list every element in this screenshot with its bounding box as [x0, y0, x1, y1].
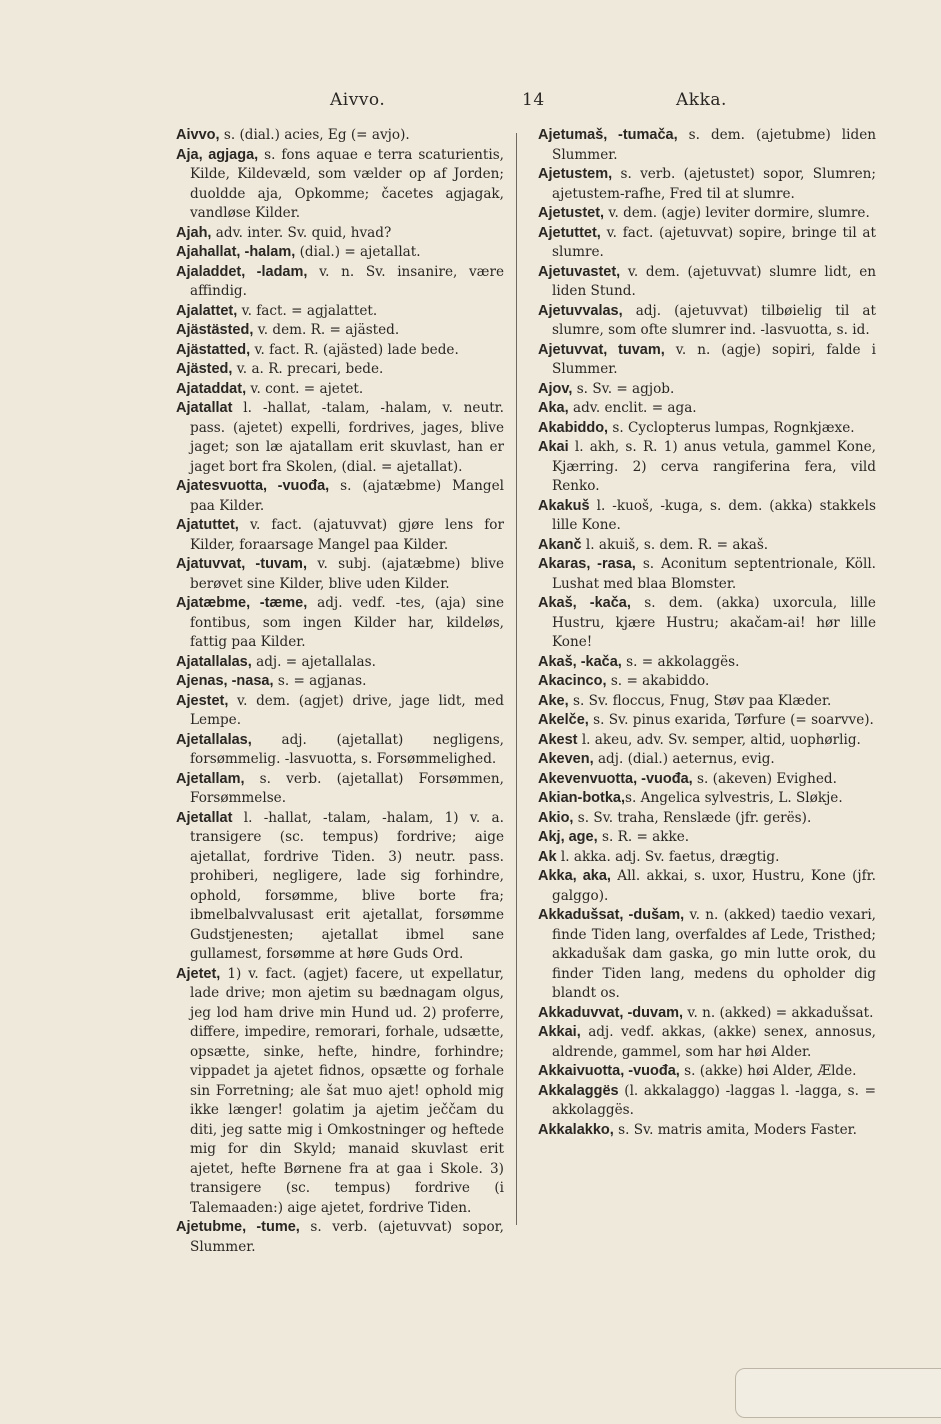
entry-headword: Akaš, -kača, — [538, 595, 631, 611]
entry-headword: Ajästästed, — [176, 322, 254, 338]
entry-headword: Ajenas, -nasa, — [176, 673, 274, 689]
entry-definition: v. dem. (agjet) drive, jage lidt, med Lempe. — [190, 692, 504, 728]
entry-definition: s. (akke) høi Alder, Ælde. — [679, 1063, 857, 1079]
entry-definition: adj. (ajetallat) negligens, forsømmelig. -lasvuotta, s. Forsømmelighed. — [190, 731, 504, 767]
dictionary-entry — [538, 438, 876, 497]
dictionary-entry — [176, 692, 504, 731]
dictionary-entry — [538, 1121, 876, 1141]
entry-definition: v. fact. = agjalattet. — [237, 302, 378, 319]
entry-definition: v. n. (akked) = akkadušsat. — [683, 1004, 874, 1021]
entry-headword: Akest — [538, 731, 578, 748]
dictionary-entry — [538, 594, 876, 653]
entry-headword: Ajetallam, — [176, 770, 245, 787]
entry-headword: Ake, — [538, 692, 569, 709]
header-right-word: Akka. — [676, 90, 727, 110]
entry-headword: Ajetumaš, -tumača, — [538, 127, 678, 143]
dictionary-entry — [538, 419, 876, 439]
dictionary-entry — [538, 1062, 876, 1082]
dictionary-entry — [176, 302, 504, 322]
entry-headword: Ak — [538, 848, 557, 865]
entry-headword: Ajetallat — [176, 809, 233, 826]
entry-headword: Akkalakko, — [538, 1121, 614, 1138]
dictionary-entry — [176, 341, 504, 361]
entry-definition: l. -kuoš, -kuga, s. dem. (akka) stakkels lille Kone. — [552, 497, 876, 533]
entry-definition: s. Sv. matris amita, Moders Faster. — [613, 1121, 857, 1138]
entry-headword: Ajaladdet, -ladam, — [176, 263, 308, 280]
dictionary-entry — [538, 399, 876, 419]
entry-definition: l. akeu, adv. Sv. semper, altid, uophørlig. — [577, 731, 861, 748]
left-column — [176, 126, 504, 1257]
dictionary-entry — [176, 126, 504, 146]
entry-headword: Ajetustet, — [538, 205, 605, 221]
dictionary-entry — [538, 302, 876, 341]
dictionary-entry — [176, 263, 504, 302]
entry-headword: Ajah, — [176, 224, 212, 241]
entry-headword: Akai — [538, 439, 569, 455]
entry-headword: Akabiddo, — [538, 419, 609, 436]
entry-headword: Ajahallat, -halam, — [176, 244, 296, 260]
entry-definition: adv. inter. Sv. quid, hvad? — [211, 224, 392, 241]
dictionary-entry — [538, 828, 876, 848]
entry-definition: v. fact. (ajatuvvat) gjøre lens for Kilder, foraarsage Mangel paa Kilder. — [190, 517, 504, 553]
entry-headword: Ajetustem, — [538, 166, 613, 182]
entry-definition: s. Sv. pinus exarida, Tørfure (= soarvve). — [588, 712, 874, 728]
entry-headword: Ajatæbme, -tæme, — [176, 595, 308, 611]
dictionary-entry — [538, 848, 876, 868]
entry-definition: l. akh, s. R. 1) anus vetula, gammel Kone, Kjærring. 2) cerva rangiferina fera, vild Renko. — [552, 439, 876, 494]
entry-headword: Akio, — [538, 809, 574, 826]
entry-headword: Ajatallalas, — [176, 653, 252, 670]
dictionary-entry — [538, 555, 876, 594]
entry-definition: 1) v. fact. (agjet) facere, ut expellatur, lade drive; mon ajetim su bædnagam olgus, jeg lod ham drive min Hund ud. 2) proferre, differe, impedire, remorari, forhale, udsætte, opsætte, sinke, hefte, hindre, forhindre; vippadet ja ajetet fidnos, opsætte og forhale sin Forretning; ale šat muo ajet! ophold mig ikke længer! golatim ja ajetim ječčam du diti, jeg satte mig i Omkostninger og heftede mig for din Skyld; manaid skuvlast erit ajetet, hefte Børnene fra at gaa i Skole. 3) transigere (sc. tempus) fordrive (i Talemaaden:) aige ajetet, fordrive Tiden. — [190, 965, 504, 1216]
entry-definition: (dial.) = ajetallat. — [295, 244, 421, 260]
entry-headword: Akakuš — [538, 497, 590, 514]
entry-definition: l. akuiš, s. dem. R. = akaš. — [581, 536, 769, 553]
dictionary-entry — [176, 1218, 504, 1257]
entry-headword: Akacinco, — [538, 673, 607, 689]
dictionary-entry — [538, 1082, 876, 1121]
entry-headword: Ajatuvvat, -tuvam, — [176, 556, 307, 572]
dictionary-entry — [176, 380, 504, 400]
entry-definition: s. = agjanas. — [273, 673, 367, 689]
entry-headword: Ajestet, — [176, 692, 229, 709]
entry-headword: Ajatallat — [176, 400, 233, 416]
entry-definition: s. dem. (ajetubme) liden Slummer. — [552, 127, 876, 163]
dictionary-entry — [176, 965, 504, 1219]
entry-headword: Aja, agjaga, — [176, 146, 259, 163]
dictionary-entry — [176, 360, 504, 380]
entry-headword: Aka, — [538, 400, 569, 416]
dictionary-entry — [176, 224, 504, 244]
entry-definition: adj. (ajetuvvat) tilbøielig til at slumre, som ofte slumrer ind. -lasvuotta, s. id. — [552, 302, 876, 338]
dictionary-entry — [176, 243, 504, 263]
entry-definition: s. R. = akke. — [597, 829, 690, 845]
entry-headword: Ajästed, — [176, 361, 233, 377]
dictionary-entry — [538, 731, 876, 751]
dictionary-entry — [538, 204, 876, 224]
entry-definition: adj. vedf. -tes, (aja) sine fontibus, som ingen Kilder har, kildeløs, fattig paa Kilder. — [190, 595, 504, 650]
entry-definition: s. (dial.) acies, Eg (= avjo). — [219, 127, 410, 143]
entry-headword: Aivvo, — [176, 127, 220, 143]
entry-headword: Akkaduvvat, -duvam, — [538, 1004, 684, 1021]
dictionary-entry — [538, 809, 876, 829]
entry-definition: s. = akkolaggës. — [621, 653, 740, 670]
dictionary-entry — [176, 399, 504, 477]
entry-headword: Ajetuttet, — [538, 224, 601, 241]
entry-headword: Ajetuvastet, — [538, 263, 621, 280]
entry-definition: v. dem. R. = ajästed. — [253, 322, 400, 338]
dictionary-entry — [538, 711, 876, 731]
entry-headword: Ajataddat, — [176, 380, 247, 397]
entry-definition: s. Sv. floccus, Fnug, Støv paa Klæder. — [568, 692, 832, 709]
entry-definition: All. akkai, s. uxor, Hustru, Kone (jfr. galggo). — [552, 868, 876, 904]
entry-definition: s. (ajatæbme) Mangel paa Kilder. — [190, 478, 504, 514]
dictionary-entry — [538, 672, 876, 692]
entry-definition: l. akka. adj. Sv. faetus, drægtig. — [556, 848, 780, 865]
entry-definition: s. dem. (akka) uxorcula, lille Hustru, kjære Hustru; akačam-ai! hør lille Kone! — [552, 595, 876, 650]
dictionary-entry — [176, 770, 504, 809]
entry-headword: Akkadušsat, -dušam, — [538, 907, 685, 923]
dictionary-entry — [538, 770, 876, 790]
entry-headword: Akaras, -rasa, — [538, 556, 636, 572]
entry-headword: Ajatesvuotta, -vuođa, — [176, 478, 330, 494]
entry-headword: Ajetuvvat, tuvam, — [538, 341, 665, 358]
entry-definition: v. fact. (ajetuvvat) sopire, bringe til at slumre. — [552, 224, 876, 260]
entry-definition: v. n. (agje) sopiri, falde i Slummer. — [552, 341, 876, 377]
entry-headword: Ajetuvvalas, — [538, 302, 623, 319]
right-column — [538, 126, 876, 1140]
entry-headword: Ajov, — [538, 380, 573, 397]
entry-definition: s. Angelica sylvestris, L. Sløkje. — [625, 790, 843, 806]
entry-definition: s. fons aquae e terra scaturientis, Kilde, Kildevæld, som vælder op af Jorden; duoldde aja, Opkomme; čacetes agjagak, vandløse Kilder. — [190, 146, 504, 221]
entry-definition: v. fact. R. (ajästed) lade bede. — [250, 341, 459, 358]
dictionary-entry — [538, 341, 876, 380]
dictionary-entry — [538, 497, 876, 536]
dictionary-entry — [538, 789, 876, 809]
dictionary-entry — [538, 126, 876, 165]
entry-definition: v. a. R. precari, bede. — [232, 361, 384, 377]
entry-definition: s. = akabiddo. — [606, 673, 710, 689]
dictionary-entry — [176, 731, 504, 770]
dictionary-entry — [176, 477, 504, 516]
entry-definition: v. subj. (ajatæbme) blive berøvet sine Kilder, blive uden Kilder. — [190, 556, 504, 592]
entry-definition: l. -hallat, -talam, -halam, v. neutr. pass. (ajetet) expelli, fordrives, jages, blive jaget; son læ ajatallam erit skuvlast, han er jaget bort fra Skolen, (dial. = ajetallat). — [190, 400, 504, 475]
dictionary-entry — [176, 321, 504, 341]
page-number: 14 — [522, 90, 545, 110]
entry-headword: Akkaivuotta, -vuođa, — [538, 1063, 680, 1079]
entry-definition: adv. enclit. = aga. — [568, 400, 697, 416]
header-left-word: Aivvo. — [330, 90, 386, 110]
dictionary-entry — [538, 692, 876, 712]
entry-definition: s. Sv. traha, Renslæde (jfr. gerës). — [573, 809, 812, 826]
entry-headword: Akka, aka, — [538, 868, 611, 884]
entry-definition: v. n. Sv. insanire, være affindig. — [190, 263, 504, 299]
entry-headword: Ajalattet, — [176, 302, 238, 319]
entry-definition: (l. akkalaggo) -laggas l. -lagga, s. = akkolaggës. — [552, 1082, 876, 1118]
page-corner-box — [735, 1368, 941, 1418]
entry-definition: s. verb. (ajetallat) Forsømmen, Forsømmelse. — [190, 770, 504, 806]
dictionary-entry — [538, 380, 876, 400]
entry-definition: s. Sv. = agjob. — [572, 380, 675, 397]
entry-headword: Akevenvuotta, -vuođa, — [538, 770, 693, 787]
dictionary-entry — [176, 146, 504, 224]
entry-headword: Ajetet, — [176, 965, 221, 982]
entry-definition: s. Cyclopterus lumpas, Rognkjæxe. — [608, 419, 855, 436]
entry-headword: Ajatuttet, — [176, 517, 239, 533]
entry-definition: v. n. (akked) taedio vexari, finde Tiden lang, overfaldes af Lede, Tristhed; akkadušak dam gaska, go min lutte orok, du finder Tiden lang, medens du opholder dig blandt os. — [552, 907, 876, 1001]
entry-headword: Akeven, — [538, 751, 594, 767]
dictionary-entry — [538, 906, 876, 1004]
dictionary-entry — [176, 672, 504, 692]
entry-definition: adj. = ajetallalas. — [251, 653, 376, 670]
entry-headword: Akj, age, — [538, 829, 598, 845]
entry-definition: s. (akeven) Evighed. — [692, 770, 837, 787]
entry-definition: adj. vedf. akkas, (akke) senex, annosus, aldrende, gammel, som har høi Alder. — [552, 1024, 876, 1060]
entry-definition: s. verb. (ajetuvvat) sopor, Slummer. — [190, 1219, 504, 1255]
dictionary-entry — [176, 653, 504, 673]
dictionary-entry — [538, 653, 876, 673]
column-divider — [516, 133, 517, 1225]
dictionary-entry — [538, 165, 876, 204]
entry-headword: Akelče, — [538, 712, 589, 728]
dictionary-entry — [538, 224, 876, 263]
dictionary-entry — [538, 263, 876, 302]
entry-definition: v. dem. (ajetuvvat) slumre lidt, en liden Stund. — [552, 263, 876, 299]
dictionary-entry — [538, 1023, 876, 1062]
entry-headword: Ajästatted, — [176, 341, 251, 358]
entry-headword: Akaš, -kača, — [538, 653, 622, 670]
entry-headword: Ajetubme, -tume, — [176, 1219, 300, 1235]
entry-definition: s. Aconitum septentrionale, Köll. Lushat med blaa Blomster. — [552, 556, 876, 592]
dictionary-entry — [176, 516, 504, 555]
dictionary-entry — [538, 750, 876, 770]
dictionary-entry — [538, 1004, 876, 1024]
entry-headword: Akkalaggës — [538, 1082, 619, 1099]
dictionary-entry — [538, 867, 876, 906]
entry-definition: l. -hallat, -talam, -halam, 1) v. a. transigere (sc. tempus) fordrive; aige ajetallat, fordrive Tiden. 3) neutr. pass. prohiberi, negligere, lade sig forhindre, ophold, forsømme, blive borte fra; ibmelbalvvalusast erit ajetallat, forsømme Gudstjenesten; ajetallat ibmel sane gullamest, forsømme at høre Guds Ord. — [190, 809, 504, 962]
dictionary-entry — [176, 555, 504, 594]
entry-definition: v. cont. = ajetet. — [246, 380, 364, 397]
entry-definition: adj. (dial.) aeternus, evig. — [593, 751, 775, 767]
entry-definition: v. dem. (agje) leviter dormire, slumre. — [604, 205, 870, 221]
entry-headword: Akian-botka, — [538, 790, 626, 806]
dictionary-entry — [176, 594, 504, 653]
dictionary-entry — [538, 536, 876, 556]
dictionary-entry — [176, 809, 504, 965]
entry-definition: s. verb. (ajetustet) sopor, Slumren; ajetustem-rafhe, Fred til at slumre. — [552, 166, 876, 202]
entry-headword: Akkai, — [538, 1024, 581, 1040]
entry-headword: Ajetallalas, — [176, 731, 252, 748]
entry-headword: Akanč — [538, 536, 582, 553]
